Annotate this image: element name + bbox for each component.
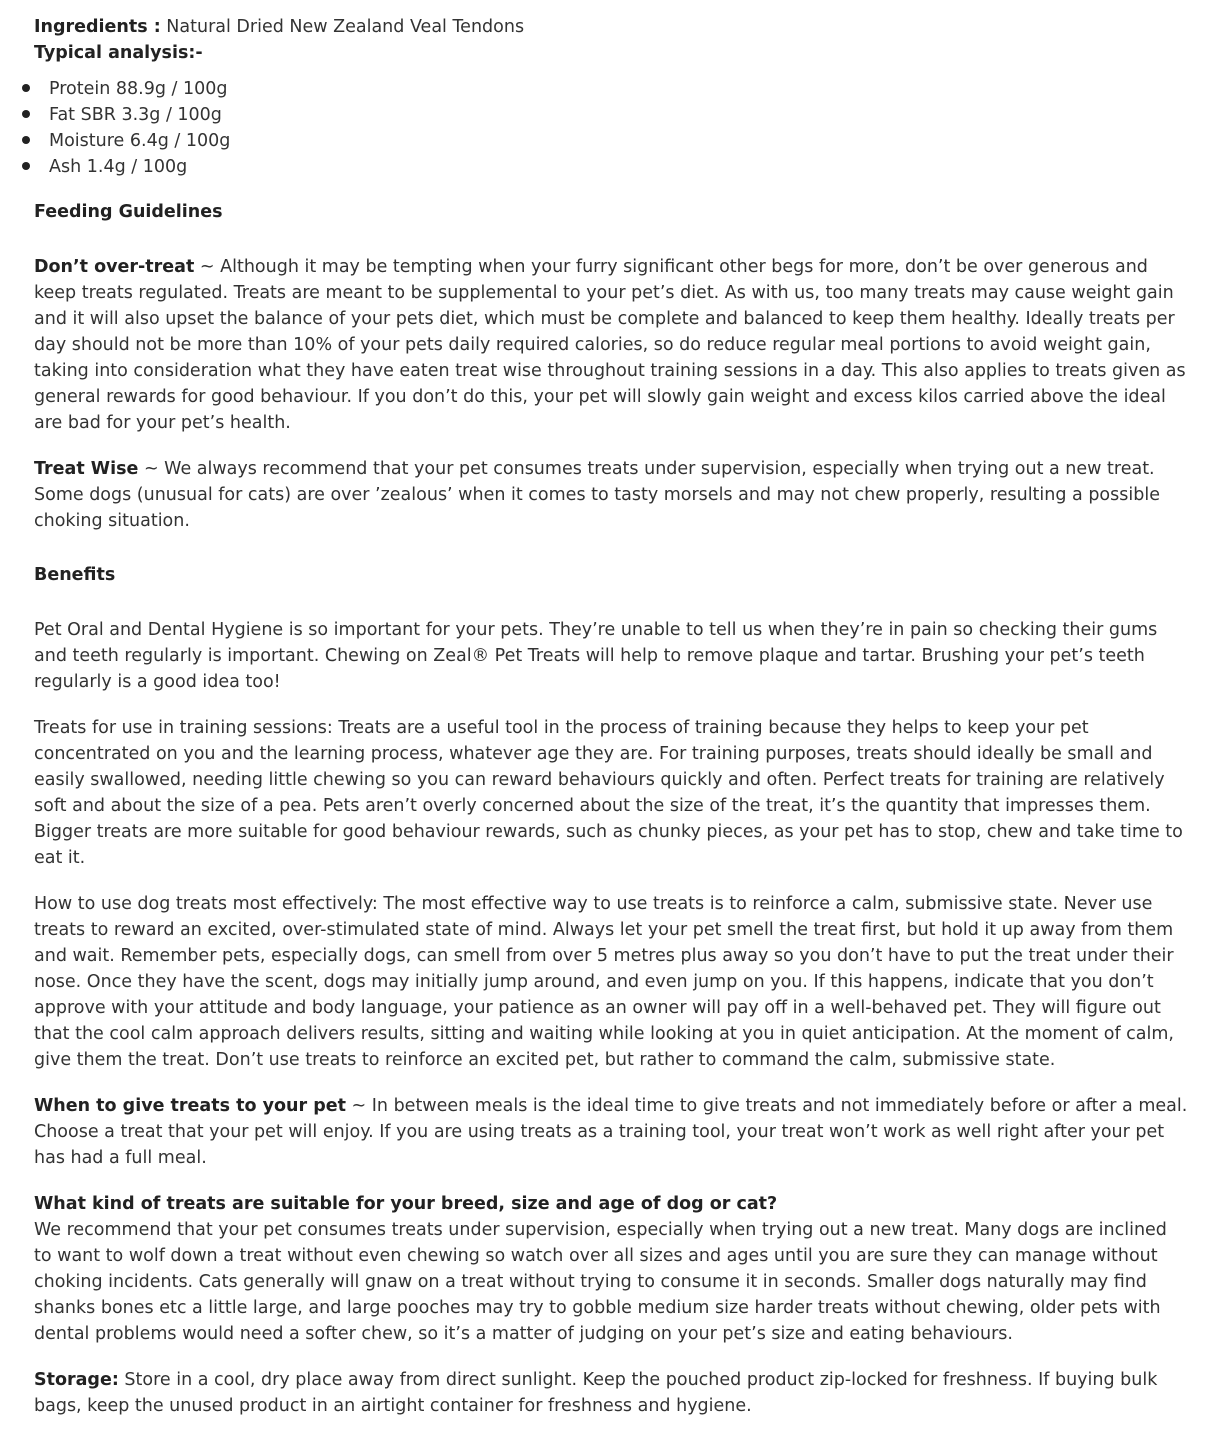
list-item: Protein 88.9g / 100g — [20, 76, 230, 102]
paragraph-line: Pet Oral and Dental Hygiene is so important for your pets. They’re unable to tell us when they’re in pain so checking their gums — [34, 620, 1158, 640]
paragraph-line: easily swallowed, needing little chewing so you can reward behaviours quickly and often. Perfect treats for training are relatively — [34, 770, 1165, 790]
paragraph-line: keep treats regulated. Treats are meant to be supplemental to your pet’s diet. As with us, too many treats may cause weight gain — [34, 283, 1174, 303]
training-paragraph — [34, 715, 1206, 871]
kind-of-treats-heading: What kind of treats are suitable for your breed, size and age of dog or cat? — [34, 1194, 778, 1214]
paragraph-line: ~ In between meals is the ideal time to give treats and not immediately before or after a meal. — [345, 1096, 1188, 1116]
paragraph-line: approve with your attitude and body language, your patience as an owner will pay off in a well-behaved pet. They will figure out — [34, 998, 1161, 1018]
when-to-give-label: When to give treats to your pet — [34, 1096, 346, 1116]
paragraph-line: are bad for your pet’s health. — [34, 413, 291, 433]
feeding-guidelines-heading — [34, 199, 1206, 225]
treat-wise-paragraph — [34, 456, 1206, 534]
kind-of-treats-paragraph — [34, 1191, 1206, 1347]
paragraph-line: to want to wolf down a treat without even chewing so watch over all sizes and ages until you are sure they can manage without — [34, 1246, 1158, 1266]
list-item: Fat SBR 3.3g / 100g — [20, 102, 230, 128]
paragraph-line: ~ We always recommend that your pet consumes treats under supervision, especially when trying out a new treat. — [138, 459, 1155, 479]
paragraph-line: How to use dog treats most effectively: The most effective way to use treats is to reinforce a calm, submissive state. Never use — [34, 894, 1153, 914]
paragraph-line: bags, keep the unused product in an airtight container for freshness and hygiene. — [34, 1396, 752, 1416]
treat-wise-label: Treat Wise — [34, 459, 139, 479]
storage-label: Storage: — [34, 1370, 119, 1390]
paragraph-line: concentrated on you and the learning process, whatever age they are. For training purposes, treats should ideally be small and — [34, 744, 1153, 764]
paragraph-line: shanks bones etc a little large, and large pooches may try to gobble medium size harder treats without chewing, older pets with — [34, 1298, 1161, 1318]
paragraph-line: and wait. Remember pets, especially dogs, can smell from over 5 metres plus away so you don’t have to put the treat under their — [34, 946, 1174, 966]
list-item: Moisture 6.4g / 100g — [20, 128, 230, 154]
paragraph-line: Bigger treats are more suitable for good behaviour rewards, such as chunky pieces, as your pet has to stop, chew and take time to — [34, 822, 1183, 842]
when-to-give-paragraph — [34, 1093, 1206, 1171]
feeding-heading-text: Feeding Guidelines — [34, 202, 223, 222]
paragraph-line: Store in a cool, dry place away from direct sunlight. Keep the pouched product zip-locked for freshness. If buying bulk — [118, 1370, 1158, 1390]
paragraph-line: general rewards for good behaviour. If you don’t do this, your pet will slowly gain weight and excess kilos carried above the ideal — [34, 387, 1166, 407]
paragraph-line: We recommend that your pet consumes treats under supervision, especially when trying out a new treat. Many dogs are inclined — [34, 1220, 1167, 1240]
paragraph-line: eat it. — [34, 848, 86, 868]
paragraph-line: Choose a treat that your pet will enjoy. If you are using treats as a training tool, your treat won’t work as well right after your pet — [34, 1122, 1165, 1142]
paragraph-line: Treats for use in training sessions: Treats are a useful tool in the process of training because they helps to keep your pet — [34, 718, 1089, 738]
ingredients-line — [34, 14, 1206, 66]
ingredients-value: Natural Dried New Zealand Veal Tendons — [160, 17, 525, 37]
paragraph-line: and teeth regularly is important. Chewing on Zeal® Pet Treats will help to remove plaque and tartar. Brushing your pet’s teeth — [34, 646, 1145, 666]
benefits-heading-text: Benefits — [34, 565, 116, 585]
paragraph-line: Some dogs (unusual for cats) are over ’zealous’ when it comes to tasty morsels and may not chew properly, resulting a possible — [34, 485, 1160, 505]
paragraph-line: choking situation. — [34, 511, 190, 531]
how-to-use-paragraph — [34, 891, 1206, 1073]
typical-analysis-heading: Typical analysis:- — [34, 43, 203, 63]
list-item: Ash 1.4g / 100g — [20, 154, 230, 180]
paragraph-line: treats to reward an excited, over-stimulated state of mind. Always let your pet smell the treat first, but hold it up away from them — [34, 920, 1174, 940]
paragraph-line: give them the treat. Don’t use treats to reinforce an excited pet, but rather to command the calm, submissive state. — [34, 1050, 1056, 1070]
paragraph-line: and it will also upset the balance of your pets diet, which must be complete and balanced to keep them healthy. Ideally treats per — [34, 309, 1175, 329]
paragraph-line: nose. Once they have the scent, dogs may initially jump around, and even jump on you. If this happens, indicate that you don’t — [34, 972, 1154, 992]
paragraph-line: that the cool calm approach delivers results, sitting and waiting while looking at you in quiet anticipation. At the moment of calm, — [34, 1024, 1174, 1044]
paragraph-line: regularly is a good idea too! — [34, 672, 281, 692]
overtreat-paragraph — [34, 254, 1206, 436]
benefits-heading — [34, 562, 1206, 588]
paragraph-line: ~ Although it may be tempting when your furry significant other begs for more, don’t be over generous and — [194, 257, 1148, 277]
oral-hygiene-paragraph — [34, 617, 1206, 695]
paragraph-line: dental problems would need a softer chew, so it’s a matter of judging on your pet’s size and eating behaviours. — [34, 1324, 1013, 1344]
storage-paragraph — [34, 1367, 1206, 1419]
paragraph-line: day should not be more than 10% of your pets daily required calories, so do reduce regular meal portions to avoid weight gain, — [34, 335, 1151, 355]
paragraph-line: taking into consideration what they have eaten treat wise throughout training sessions in a day. This also applies to treats given as — [34, 361, 1186, 381]
ingredients-label: Ingredients : — [34, 17, 161, 37]
paragraph-line: soft and about the size of a pea. Pets aren’t overly concerned about the size of the treat, it’s the quantity that impresses them. — [34, 796, 1151, 816]
paragraph-line: has had a full meal. — [34, 1148, 207, 1168]
analysis-list — [20, 76, 230, 180]
overtreat-label: Don’t over-treat — [34, 257, 195, 277]
paragraph-line: choking incidents. Cats generally will gnaw on a treat without trying to consume it in seconds. Smaller dogs naturally may find — [34, 1272, 1147, 1292]
